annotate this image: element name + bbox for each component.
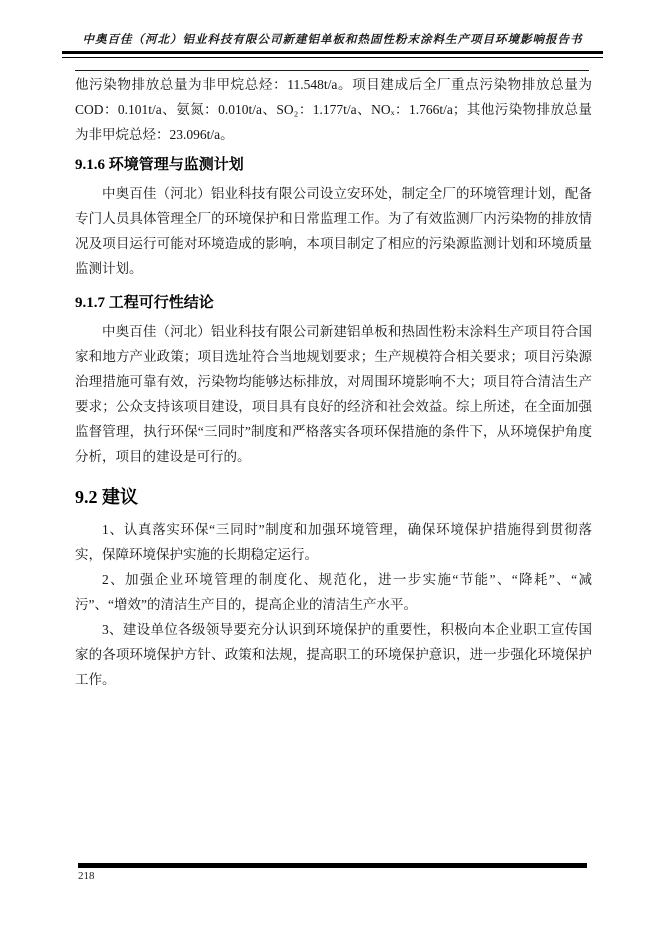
- footer-rule: [78, 863, 587, 868]
- body-paragraph-suggestion-1: 1、认真落实环保“三同时”制度和加强环境管理，确保环境保护措施得到贯彻落实，保障环境保护实施的长期稳定运行。: [75, 522, 592, 562]
- body-paragraph-env-management: 中奥百佳（河北）铝业科技有限公司设立安环处，制定全厂的环境管理计划，配备专门人员具体管理全厂的环境保护和日常监理工作。为了有效监测厂内污染物的排放情况及项目运行可能对环境造成的影响，本项目制定了相应的污染源监测计划和环境质量监测计划。: [75, 186, 592, 276]
- header-title: 中奥百佳（河北）铝业科技有限公司新建铝单板和热固性粉末涂料生产项目环境影响报告书: [82, 34, 583, 46]
- body-paragraph-suggestion-2: 2、加强企业环境管理的制度化、规范化，进一步实施“节能”、“降耗”、“减污”、“增效”的清洁生产目的，提高企业的清洁生产水平。: [75, 572, 592, 612]
- page-number: 218: [78, 870, 95, 882]
- body-top-rule: [75, 70, 589, 71]
- body-paragraph-feasibility-conclusion: 中奥百佳（河北）铝业科技有限公司新建铝单板和热固性粉末涂料生产项目符合国家和地方产业政策；项目选址符合当地规划要求；生产规模符合相关要求；项目污染源治理措施可靠有效，污染物均能够达标排放，对周围环境影响不大；项目符合清洁生产要求；公众支持该项目建设，项目具有良好的经济和社会效益。综上所述，在全面加强监督管理，执行环保“三同时”制度和严格落实各项环保措施的条件下，从环境保护角度分析，项目的建设是可行的。: [75, 324, 592, 464]
- document-content: [75, 72, 592, 692]
- section-heading-9-1-7: 9.1.7 工程可行性结论: [75, 295, 214, 311]
- body-paragraph-suggestion-3: 3、建设单位各级领导要充分认识到环境保护的重要性，积极向本企业职工宣传国家的各项环境保护方针、政策和法规，提高职工的环境保护意识，进一步强化环境保护工作。: [75, 622, 592, 687]
- header-rule-thick: [62, 51, 603, 54]
- section-heading-9-1-6: 9.1.6 环境管理与监测计划: [75, 157, 244, 173]
- section-heading-9-2: 9.2 建议: [75, 487, 138, 507]
- header-rule-thin: [62, 57, 603, 58]
- body-paragraph-pollutant-totals: 他污染物排放总量为非甲烷总烃：11.548t/a。项目建成后全厂重点污染物排放总量为COD：0.101t/a、氨氮：0.010t/a、SO₂：1.177t/a、NOₓ：1.766t/a；其他污染物排放总量为非甲烷总烃：23.096t/a。: [75, 77, 592, 142]
